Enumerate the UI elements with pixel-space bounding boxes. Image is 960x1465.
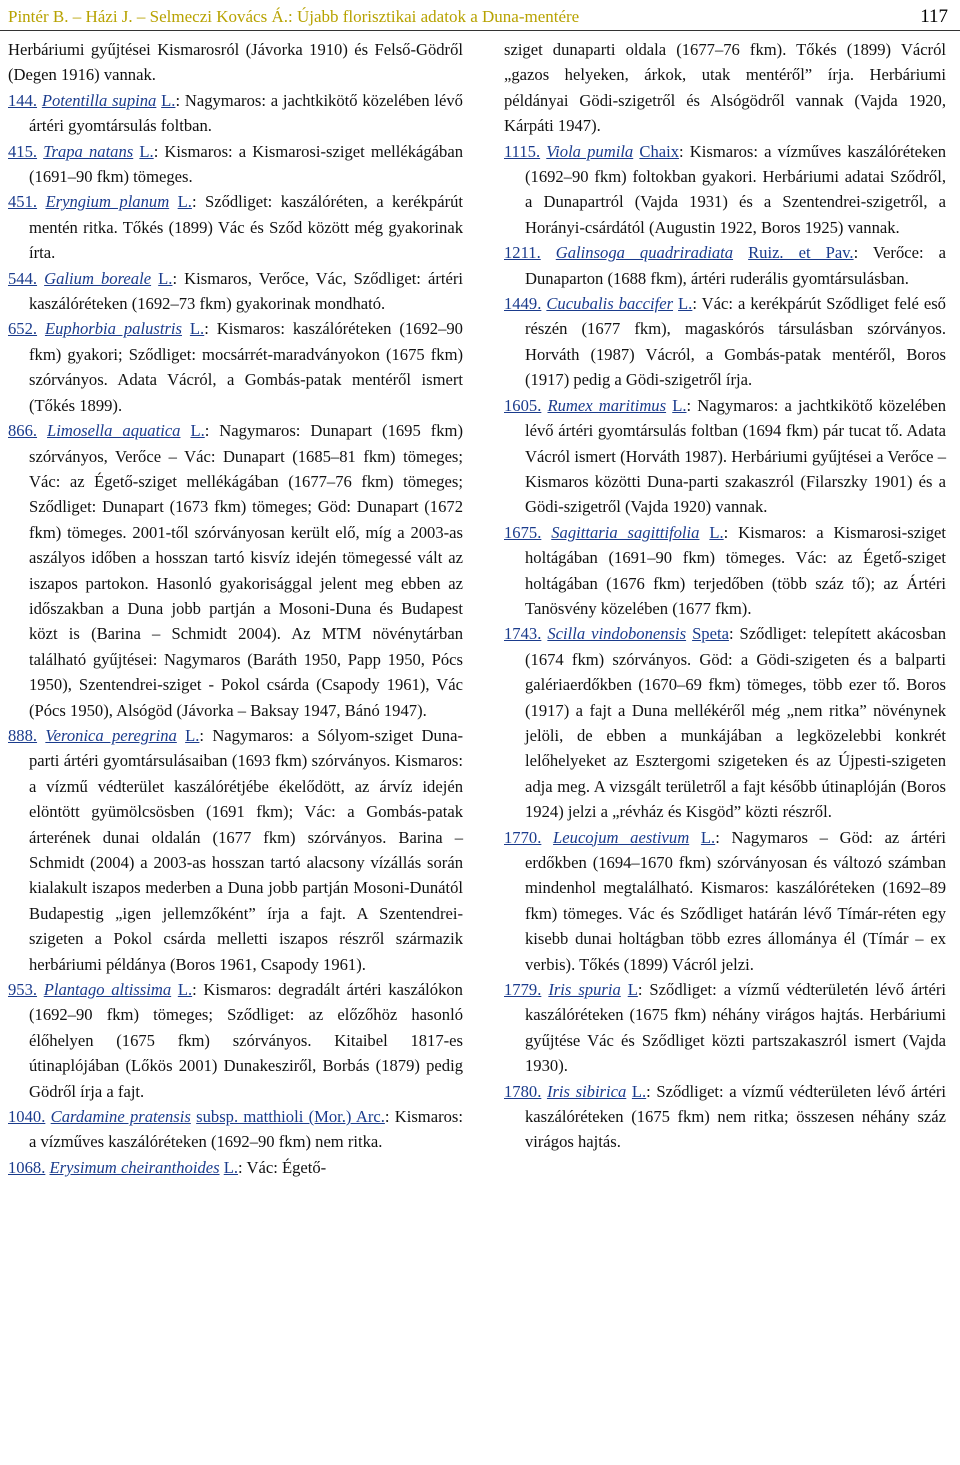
two-column-body [8,37,952,1180]
entry-number: 953. [8,980,38,1000]
species-name: Trapa natans [43,141,134,161]
species-entry [8,189,463,265]
species-name: Galinsoga quadriradiata [555,243,734,263]
entry-number: 144. [8,90,38,110]
species-name: Galium boreale [44,268,152,288]
right-column [504,37,946,1180]
species-name: Eryngium planum [45,192,170,212]
entry-text: : Nagymaros – Göd: az ártéri erdőkben (1694–1670 fkm) szórványosan és változó számban mindenhol megtalálható. Kismaros: kaszálóréteken (1692–89 fkm) tömeges. Vác és Sződliget határán lévő Tímár-réten egy kisebb dunai holtágban több ezres állománya él (Tímár – ex verbis). Tőkés (1899) Vácról jelzi. [525,827,946,974]
species-author: L. [161,90,176,110]
entry-text: : Nagymaros: a Sólyom-sziget Duna-parti ártéri gyomtársulásaiban (1693 fkm) szórványos. Kismaros: a vízmű védterület kaszálórétjébe ékelődött, az árvíz idején elöntött gyümölcsösben (1691 fkm); Vác: a Gombás-patak árterének dunai oldalán (1677 fkm) szórványos. Barina – Schmidt (2004) a 2003-as hosszan tartó alacsony vízállás során kialakult iszapos mederben a Duna jobb partján Mosoni-Dunától Budapestig „igen jellemzőként” írja a fajt. A Szentendrei-szigeten a Pokol csárda melletti iszapos részről származik herbáriumi példánya (Boros 1961, Csapody 1961). [29,725,463,974]
species-author: L. [223,1157,239,1177]
species-author: L. [177,192,192,212]
species-name: Plantago altissima [43,980,172,1000]
species-entry [8,1104,463,1155]
entry-number: 1068. [8,1157,46,1177]
entry-number: 1605. [504,395,542,415]
species-author: Speta [692,624,729,644]
entry-number: 1779. [504,980,542,1000]
species-name: Viola pumila [546,141,634,161]
species-entry [504,37,946,139]
species-name: Iris sibirica [546,1081,627,1101]
species-author: L. [631,1081,647,1101]
species-name: Euphorbia palustris [44,319,182,339]
entry-text: : Kismaros: degradált ártéri kaszálókon (1692–90 fkm) tömeges; Sződliget: az előzőhöz hasonló élőhelyen (1675 fkm) szórványos. Kitaibel 1817-es útinaplójában (Lőkös 2001) Dunakesziről, Borbás (1879) pedig Gödről írja a fajt. [29,980,463,1101]
species-name: Limosella aquatica [47,421,181,441]
entry-text: : Verőce: a Dunaparton (1688 fkm), ártéri ruderális gyomtársulásban. [525,243,946,288]
species-author: L. [709,522,724,542]
entry-text: : Kismaros, Verőce, Vác, Sződliget: ártéri kaszálóréteken (1692–73 fkm) gyakorinak mondható. [29,268,463,314]
entry-text: sziget dunaparti oldala (1677–76 fkm). Tőkés (1899) Vácról „gazos helyeken, árkok, utak mentéről” írja. Herbáriumi példányai Gödi-szigetről és Alsógödről vannak (Vajda 1920, Kárpáti 1947). [504,40,946,136]
species-name: Cardamine pratensis [50,1107,191,1127]
species-entry [504,1079,946,1155]
species-author: L. [189,319,205,339]
species-name: Scilla vindobonensis [547,624,687,644]
species-entry [504,240,946,291]
species-author: L. [158,268,173,288]
species-entry [8,977,463,1104]
species-author: Ruiz. et Pav. [748,243,854,263]
page-header [0,0,960,31]
entry-number: 652. [8,319,38,339]
entry-text: : Sződliget: kaszálóréten, a kerékpárút mentén ritka. Tőkés (1899) Vác és Sződ között még gyakorinak írta. [29,192,464,263]
species-author: L. [678,294,693,314]
entry-number: 1780. [504,1081,542,1101]
species-entry [8,723,463,977]
entry-text: Herbáriumi gyűjtései Kismarosról (Jávorka 1910) és Felső-Gödről (Degen 1916) vannak. [8,40,463,85]
species-entry [504,621,946,824]
entry-text: : Kismaros: a Kismarosi-sziget mellékágában (1691–90 fkm) tömeges. [29,141,463,187]
species-author: L. [139,141,154,161]
species-entry [504,291,946,393]
entry-text: : Sződliget: telepített akácosban (1674 fkm) szórványos. Göd: a Gödi-szigeten és a balparti galériaerdőkben (1670–69 fkm) tömeges, több ezer tő. Boros (1917) a fajt a Duna mellékéről még „nem ritka” növénynek jelöli, de ebben a munkájában a legközelebbi konkrét lelőhelyeket az Esztergomi szigeteken és az Újpesti-szigeten adja meg. A vizsgált területről a fajt később útinaplóján (Boros 1924) jelzi a „révház és Kisgöd” közti részről. [525,624,946,822]
entry-text: : Sződliget: a vízmű védterületen lévő ártéri kaszálóréteken (1675 fkm) nem ritka; összesen néhány száz virágos hajtás. [525,1081,946,1152]
entry-number: 1115. [504,141,541,161]
species-entry [8,1155,463,1180]
page-number: 117 [920,6,948,27]
species-author: L. [185,725,200,745]
entry-text: : Nagymaros: a jachtkikötő közelében lévő ártéri gyomtársulás foltban (1694 fkm) pár tucat tő. Adata Vácról ismert (Horváth 1987). Herbáriumi gyűjtései a Verőce – Kismaros közötti Duna-parti szakaszról (Filarszky 1901) és a Gödi-szigetről (Vajda 1920) vannak. [525,395,947,517]
entry-number: 1449. [504,294,542,314]
species-author: L. [672,395,687,415]
species-entry [504,520,946,622]
entry-text: : Kismaros: a Kismarosi-sziget holtágában (1691–90 fkm) tömeges. Vác: az Égető-sziget holtágában (1676 fkm) terjedőben (több száz tő); az Ártéri Tanösvény közelében (1677 fkm). [525,522,946,618]
species-author: L. [177,980,193,1000]
species-entry [8,37,463,88]
left-column [8,37,463,1180]
species-author: Chaix [639,141,680,161]
species-name: Potentilla supina [41,90,157,110]
species-name: Rumex maritimus [547,395,667,415]
species-name: Sagittaria sagittifolia [551,522,700,542]
entry-number: 544. [8,268,38,288]
running-title: Pintér B. – Házi J. – Selmeczi Kovács Á.: Újabb florisztikai adatok a Duna-mentére [8,7,580,26]
entry-number: 1040. [8,1107,46,1127]
species-entry [504,139,946,241]
species-entry [8,139,463,190]
species-author: L. [700,827,716,847]
species-author: L [627,980,638,1000]
species-name: Iris spuria [548,980,621,1000]
entry-number: 1770. [504,827,542,847]
entry-text: : Nagymaros: a jachtkikötő közelében lévő ártéri gyomtársulás foltban. [29,90,463,136]
species-entry [8,316,463,418]
species-author: L. [190,421,205,441]
entry-text: : Kismaros: a vízműves kaszálóréteken (1692–90 fkm) foltokban gyakori. Herbáriumi adatai Sződről, a Dunapartról (Vajda 1931) és a Szentendrei-szigetről, a Horányi-csárdától (Augustin 1922, Boros 1925) vannak. [525,141,946,237]
species-name: Erysimum cheiranthoides [49,1157,220,1177]
species-entry [504,977,946,1079]
entry-number: 415. [8,141,38,161]
species-name: Cucubalis baccifer [546,294,674,314]
entry-text: : Vác: a kerékpárút Sződliget felé eső részén (1677 fkm), magaskórós társulásban szórványos. Horváth (1987) Vácról, a Gombás-patak mentéről, Boros (1917) pedig a Gödi-szigetről írja. [525,294,946,390]
entry-text: : Kismaros: kaszálóréteken (1692–90 fkm) gyakori; Sződliget: mocsárrét-maradványokon (1675 fkm) szórványos. Adata Vácról, a Gombás-patak mentéről ismert (Tőkés 1899). [29,319,463,415]
entry-number: 1675. [504,522,542,542]
entry-text: : Vác: Égető- [238,1157,327,1177]
species-entry [504,393,946,520]
entry-text: : Kismaros: a vízműves kaszálóréteken (1692–90 fkm) nem ritka. [29,1107,463,1152]
entry-number: 866. [8,421,38,441]
species-entry [504,825,946,977]
entry-number: 451. [8,192,38,212]
entry-number: 1211. [504,243,541,263]
species-entry [8,418,463,723]
species-author: subsp. matthioli (Mor.) Arc. [196,1107,385,1127]
species-entry [8,88,463,139]
species-name: Leucojum aestivum [553,827,690,847]
entry-text: : Sződliget: a vízmű védterületén lévő ártéri kaszálóréteken (1675 fkm) néhány virágos hajtás. Herbáriumi gyűjtése Vác és Sződliget közti partszakaszról ismert (Vajda 1930). [525,980,946,1076]
species-name: Veronica peregrina [45,725,177,745]
entry-number: 888. [8,725,38,745]
entry-text: : Nagymaros: Dunapart (1695 fkm) szórványos, Verőce – Vác: Dunapart (1685–81 fkm) tömeges; Vác: az Égető-sziget mellékágában (1677–76 fkm) tömeges; Sződliget: Dunapart (1673 fkm) tömeges; Göd: Dunapart (1672 fkm) tömeges. 2001-től szórványosan került elő, míg a 2003-as aszályos időben a hosszan tartó kisvíz idején tömegessé vált az iszapos partokon. Hasonló gyakorisággal jelent meg ebben az időszakban a Duna jobb partján a Mosoni-Duna és Budapest közt is (Barina – Schmidt 2004). Az MTM növénytárban található gyűjtései: Nagymaros (Baráth 1950, Papp 1950, Pócs 1950), Szentendrei-sziget - Pokol csárda (Csapody 1961), Vác (Pócs 1950), Alsógöd (Jávorka – Baksay 1947, Bánó 1947). [29,421,463,720]
species-entry [8,266,463,317]
entry-number: 1743. [504,624,542,644]
